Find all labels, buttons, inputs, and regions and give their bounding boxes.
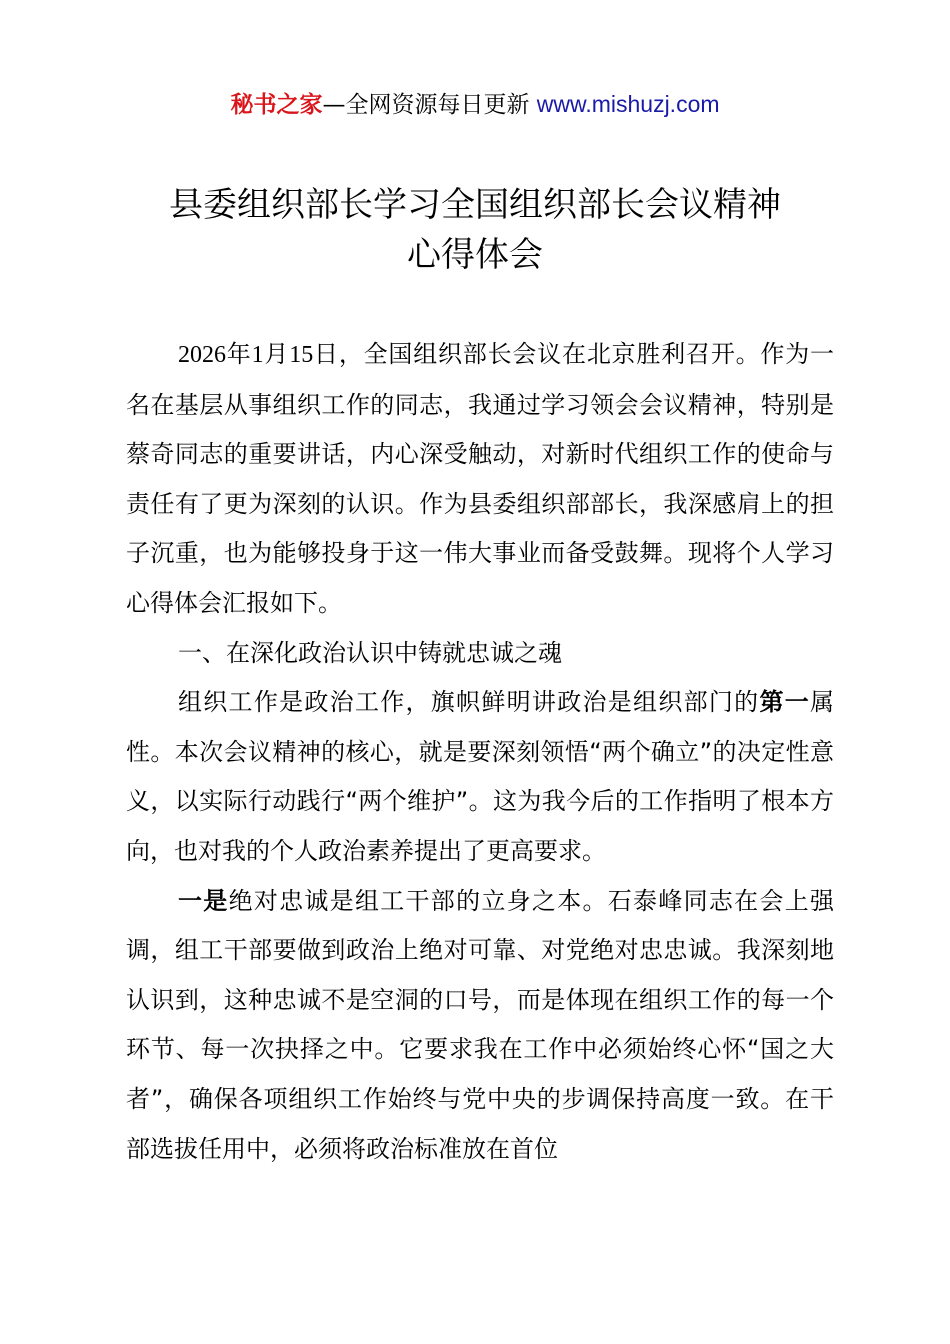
paragraph-intro	[126, 330, 834, 629]
paragraph-2-before: 组织工作是政治工作，旗帜鲜明讲政治是组织部门的	[178, 688, 760, 717]
paragraph-loyalty	[126, 877, 834, 1175]
paragraph-2-after: 属性。本次会议精神的核心，就是要深刻领悟“两个确立”的决定性意义，以实际行动践行“两个维护”。这为我今后的工作指明了根本方向，也对我的个人政治素养提出了更高要求。	[126, 688, 835, 865]
paragraph-intro-text: 日，全国组织部长会议在北京胜利召开。作为一名在基层从事组织工作的同志，我通过学习领会会议精神，特别是蔡奇同志的重要讲话，内心深受触动，对新时代组织工作的使命与责任有了更为深刻的认识。作为县委组织部部长，我深感肩上的担子沉重，也为能够投身于这一伟大事业而备受鼓舞。现将个人学习心得体会汇报如下。	[126, 340, 835, 617]
site-header	[0, 86, 950, 123]
document-title	[0, 180, 950, 280]
paragraph-3-bold: 一是	[178, 886, 229, 915]
paragraph-2-bold: 第一	[759, 688, 811, 717]
site-url-link[interactable]: www.mishuzj.com	[536, 91, 720, 117]
date-month-unit: 月	[263, 340, 290, 368]
header-tagline: —全网资源每日更新	[322, 92, 530, 118]
title-line-2: 心得体会	[407, 235, 543, 275]
brand-name: 秘书之家	[230, 92, 323, 118]
date-year-unit: 年	[226, 340, 252, 368]
document-body	[126, 330, 834, 1174]
title-line-1: 县委组织部长学习全国组织部长会议精神	[169, 185, 781, 225]
section-heading-1: 一、在深化政治认识中铸就忠诚之魂	[178, 638, 562, 667]
date-day: 15	[289, 342, 314, 368]
paragraph-political-work	[126, 678, 834, 876]
date-month: 1	[251, 342, 264, 368]
paragraph-3-text: 绝对忠诚是组工干部的立身之本。石泰峰同志在会上强调，组工干部要做到政治上绝对可靠、对党绝对忠忠诚。我深刻地认识到，这种忠诚不是空洞的口号，而是体现在组织工作的每一个环节、每一次抉择之中。它要求我在工作中必须始终心怀“国之大者”，确保各项组织工作始终与党中央的步调保持高度一致。在干部选拔任用中，必须将政治标准放在首位	[126, 886, 835, 1163]
date-year: 2026	[178, 342, 226, 368]
